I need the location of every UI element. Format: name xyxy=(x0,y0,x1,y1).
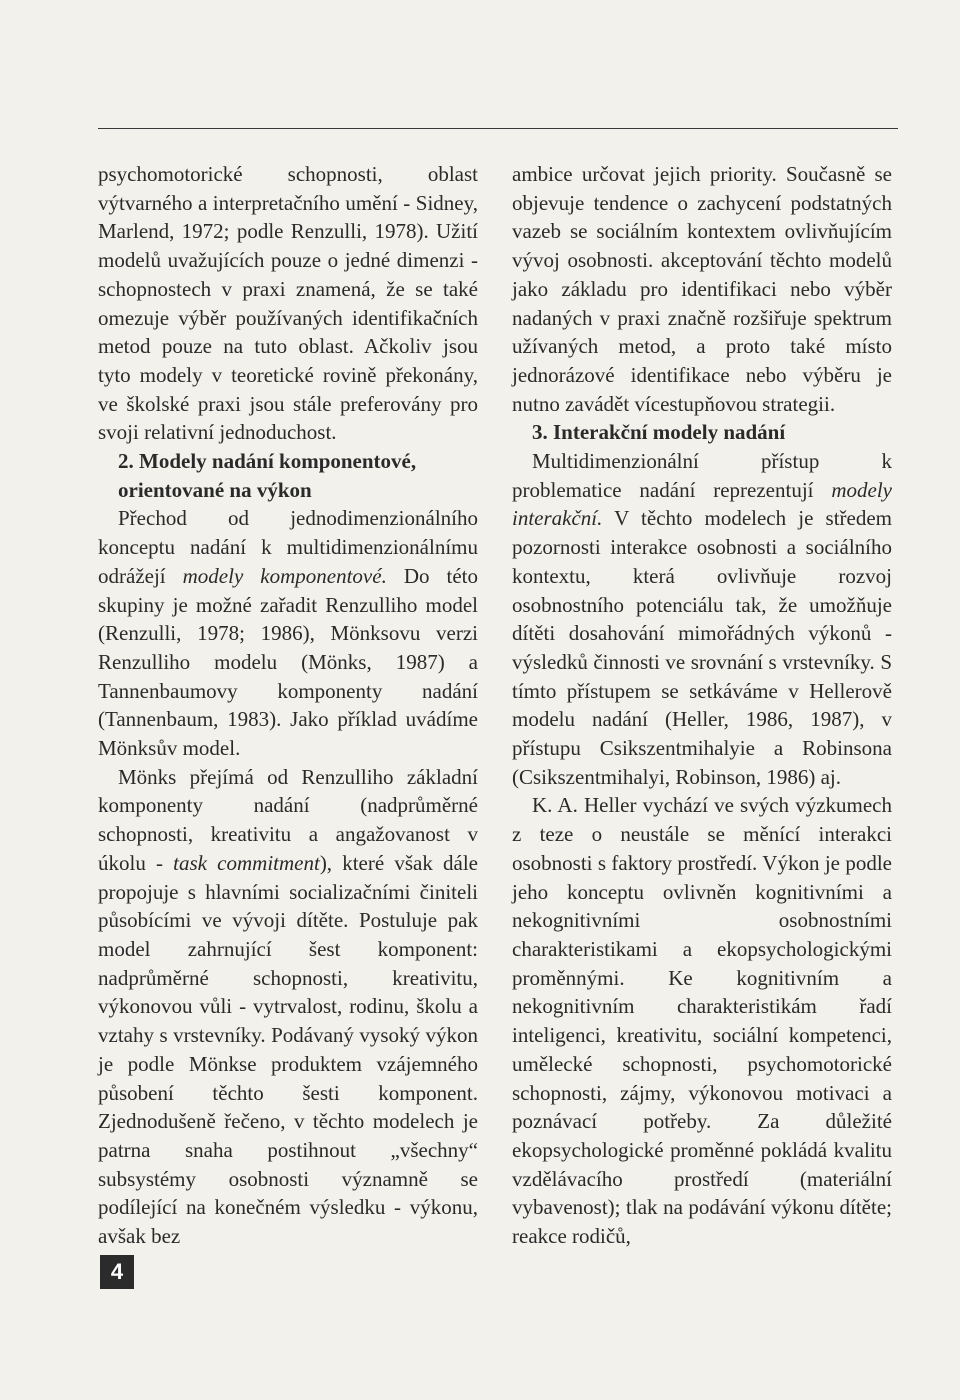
left-paragraph-1: psychomotorické schopnosti, oblast výtvarného a interpretačního umění - Sidney, Marlend, 1972; podle Renzulli, 1978). Užití modelů uvažujících pouze o jedné dimenzi - schopnostech v praxi znamená, že se také omezuje výběr používaných identifikačních metod pouze na tuto oblast. Ačkoliv jsou tyto modely v teoretické rovině překonány, ve školské praxi jsou stále preferovány pro svoji relativní jednoduchost. xyxy=(98,162,478,445)
right-paragraph-2-italic: modely interakční. xyxy=(512,477,892,531)
right-paragraph-1: ambice určovat jejich priority. Současně se objevuje tendence o zachycení podstatných vazeb se sociálním kontextem ovlivňujícím vývoj osobnosti. akceptování těchto modelů jako základu pro identifikaci nebo výběr nadaných v praxi značně rozšiřuje spektrum užívaných metod, a proto také místo jednorázové identifikace nebo výběru je nutno zavádět vícestupňovou strategii. xyxy=(512,162,892,416)
left-paragraph-2 xyxy=(98,504,478,762)
left-paragraph-3 xyxy=(98,763,478,1251)
left-paragraph-3-italic: task commitment xyxy=(173,850,320,875)
right-paragraph-3: K. A. Heller vychází ve svých výzkumech z teze o neustále se měnící interakci osobnosti s faktory prostředí. Výkon je podle jeho konceptu ovlivněn kognitivními a nekognitivními osobnostními charakteristikami a ekopsychologickými proměnnými. Ke kognitivním a nekognitivním charakteristikám řadí inteligenci, kreativitu, sociální kompetenci, umělecké schopnosti, psychomotorické schopnosti, zájmy, výkonovou motivaci a poznávací potřeby. Za důležité ekopsychologické proměnné pokládá kvalitu vzdělávacího prostředí (materiální vybavenost); tlak na podávání výkonu dítěte; reakce rodičů, xyxy=(512,793,892,1249)
left-paragraph-2-text-a: Přechod od jednodimenzionálního konceptu nadání k multidimenzionálnímu odrážejí xyxy=(98,506,478,588)
right-paragraph-2 xyxy=(512,447,892,791)
left-paragraph-2-text-b: Do této skupiny je možné zařadit Renzulliho model (Renzulli, 1978; 1986), Mönksovu verzi Renzulliho modelu (Mönks, 1987) a Tannenbaumovy komponenty nadání (Tannenbaum, 1983). Jako příklad uvádíme Mönksův model. xyxy=(98,563,478,761)
left-paragraph-2-italic: modely komponentové. xyxy=(182,563,387,588)
section-2-heading-line-1: 2. Modely nadání komponentové, xyxy=(118,449,417,474)
page-number: 4 xyxy=(100,1255,134,1289)
right-paragraph-2-text-b: V těchto modelech je středem pozornosti interakce osobnosti a sociálního kontextu, která ovlivňuje rozvoj osobnostního potenciálu tak, že umožňuje dítěti dosahování mimořádných výkonů - výsledků činnosti ve srovnání s vrstevníky. S tímto přístupem se setkáváme v Hellerově modelu nadání (Heller, 1986, 1987), v přístupu Csikszentmihalyie a Robinsona (Csikszentmihalyi, Robinson, 1986) aj. xyxy=(512,506,892,789)
left-column xyxy=(98,160,478,1251)
right-column xyxy=(512,160,892,1251)
left-paragraph-3-text-a: Mönks přejímá od Renzulliho základní komponenty nadání (nadprůměrné schopnosti, kreativitu a angažovanost v úkolu - xyxy=(98,764,478,875)
right-paragraph-2-text-a: Multidimenzionální přístup k problematice nadání reprezentují xyxy=(512,449,892,502)
header-rule xyxy=(98,128,898,129)
left-paragraph-3-text-b: ), které však dále propojuje s hlavními socializačními činiteli působícími ve vývoji dítěte. Postuluje pak model zahrnující šest komponent: nadprůměrné schopnosti, kreativitu, výkonovou vůli - vytrvalost, rodinu, školu a vztahy s vrstevníky. Podávaný vysoký výkon je podle Mönkse produktem vzájemného působení těchto šesti komponent. Zjednodušeně řečeno, v těchto modelech je patrna snaha postihnout „všechny“ subsystémy osobnosti významně se podílející na konečném výsledku - výkonu, avšak bez xyxy=(98,850,478,1249)
section-2-heading-line-2: orientované na výkon xyxy=(118,477,312,502)
section-3-heading: 3. Interakční modely nadání xyxy=(532,420,786,445)
